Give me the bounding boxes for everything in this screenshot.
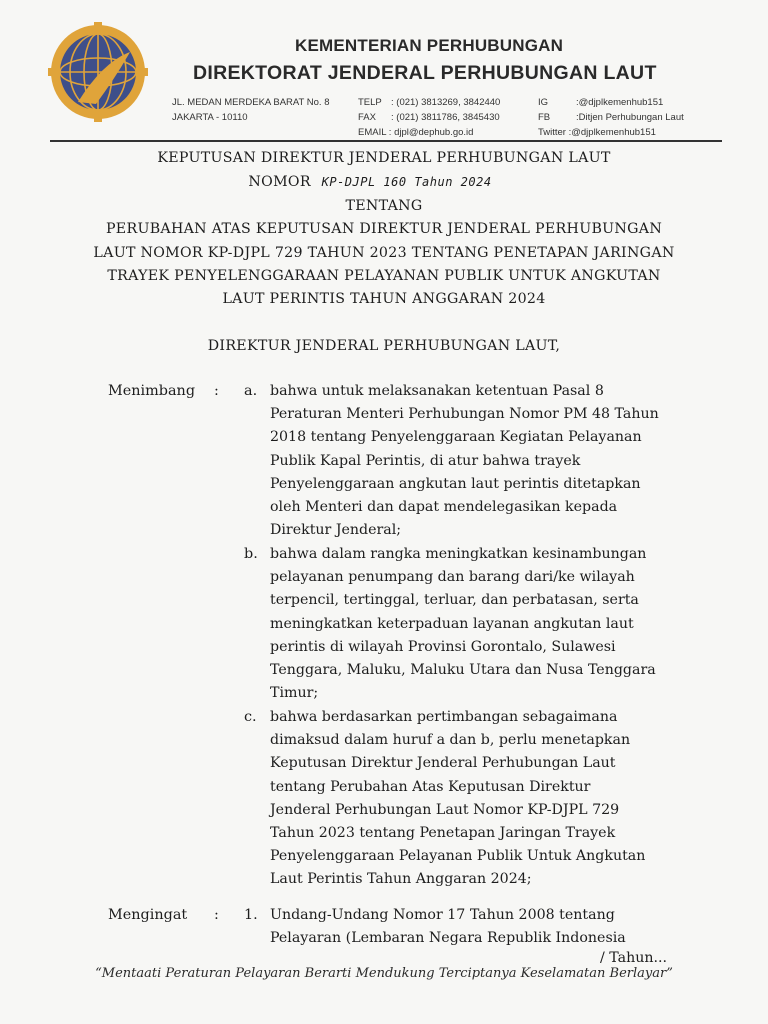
telp-label: TELP [358, 97, 382, 108]
text-line: Direktur Jenderal; [270, 522, 402, 539]
issuer-line: DIREKTUR JENDERAL PERHUBUNGAN LAUT, [207, 338, 561, 354]
nomor-value: KP-DJPL 160 Tahun 2024 [321, 175, 492, 189]
address-line-2: JAKARTA - 10110 [172, 112, 248, 123]
mengingat-label: Mengingat [108, 907, 188, 923]
text-line: Undang-Undang Nomor 17 Tahun 2008 tentang [270, 907, 615, 923]
menimbang-colon: : [214, 383, 219, 399]
text-line: Tahun 2023 tentang Penetapan Jaringan Trayek [270, 825, 616, 842]
text-line: Keputusan Direktur Jenderal Perhubungan Laut [270, 755, 616, 772]
text-line: Timur; [270, 685, 319, 702]
ig-value: :@djplkemenhub151 [576, 97, 664, 108]
text-line: bahwa untuk melaksanakan ketentuan Pasal 8 [270, 383, 604, 399]
text-line: tentang Perubahan Atas Keputusan Direktur [270, 778, 591, 795]
twitter-line: Twitter :@djplkemenhub151 [538, 127, 656, 138]
org-directorate: DIREKTORAT JENDERAL PERHUBUNGAN LAUT [193, 62, 657, 84]
nomor-label: NOMOR [248, 174, 311, 190]
decree-number [0, 174, 754, 190]
text-line: Laut Perintis Tahun Anggaran 2024; [270, 871, 532, 888]
menimbang-c-marker: c. [244, 709, 257, 725]
text-line: Peraturan Menteri Perhubungan Nomor PM 48 Tahun [270, 406, 659, 423]
text-line: Penyelenggaraan angkutan laut perintis ditetapkan [270, 475, 641, 492]
letterhead-divider [50, 140, 722, 142]
text-line: Tenggara, Maluku, Maluku Utara dan Nusa Tenggara [270, 662, 656, 679]
fax-label: FAX [358, 112, 376, 123]
ig-label: IG [538, 97, 549, 108]
mengingat-1-text [270, 904, 664, 950]
subject-line-4: LAUT PERINTIS TAHUN ANGGARAN 2024 [222, 291, 546, 307]
phone-labels [358, 95, 382, 125]
mengingat-colon: : [214, 907, 219, 923]
tentang-label: TENTANG [345, 198, 423, 214]
menimbang-a-text [270, 380, 664, 542]
text-line: pelayanan penumpang dan barang dari/ke wilayah [270, 569, 635, 586]
text-line: dimaksud dalam huruf a dan b, perlu menetapkan [270, 732, 631, 749]
menimbang-b-marker: b. [244, 546, 258, 562]
kemenhub-logo [48, 22, 148, 122]
subject-line-1: PERUBAHAN ATAS KEPUTUSAN DIREKTUR JENDERAL PERHUBUNGAN [105, 221, 663, 237]
mengingat-1-marker: 1. [244, 907, 258, 923]
text-line: Pelayaran (Lembaran Negara Republik Indonesia [270, 930, 626, 947]
text-line: bahwa dalam rangka meningkatkan kesinambungan [270, 546, 647, 562]
subject-line-2: LAUT NOMOR KP-DJPL 729 TAHUN 2023 TENTANG PENETAPAN JARINGAN [93, 245, 675, 261]
fb-value: :Ditjen Perhubungan Laut [576, 112, 684, 123]
decree-title: KEPUTUSAN DIREKTUR JENDERAL PERHUBUNGAN LAUT [157, 150, 611, 166]
org-ministry: KEMENTERIAN PERHUBUNGAN [295, 36, 564, 55]
social-labels [538, 95, 550, 125]
menimbang-label: Menimbang [108, 383, 196, 399]
page-continuation: / Tahun... [600, 950, 668, 966]
text-line: Publik Kapal Perintis, di atur bahwa trayek [270, 452, 581, 469]
text-line: 2018 tentang Penyelenggaraan Kegiatan Pelayanan [270, 429, 642, 446]
fb-label: FB [538, 112, 551, 123]
telp-value: : (021) 3813269, 3842440 [391, 97, 501, 108]
subject-line-3: TRAYEK PENYELENGGARAAN PELAYANAN PUBLIK UNTUK ANGKUTAN [107, 268, 661, 284]
address-block [172, 95, 330, 125]
text-line: oleh Menteri dan dapat mendelegasikan kepada [270, 499, 618, 516]
phone-values [391, 95, 500, 125]
social-values [576, 95, 684, 125]
text-line: meningkatkan keterpaduan layanan angkutan laut [270, 615, 634, 632]
menimbang-a-marker: a. [244, 383, 258, 399]
fax-value: : (021) 3811786, 3845430 [391, 112, 500, 123]
menimbang-c-text [270, 706, 664, 892]
text-line: terpencil, tertinggal, terluar, dan perbatasan, serta [270, 592, 639, 609]
email-line: EMAIL : djpl@dephub.go.id [358, 127, 474, 138]
text-line: Jenderal Perhubungan Laut Nomor KP-DJPL 729 [270, 801, 620, 818]
text-line: Penyelenggaraan Pelayanan Publik Untuk Angkutan [270, 848, 646, 865]
text-line: bahwa berdasarkan pertimbangan sebagaimana [270, 709, 618, 725]
text-line: perintis di wilayah Provinsi Gorontalo, Sulawesi [270, 638, 616, 655]
address-line-1: JL. MEDAN MERDEKA BARAT No. 8 [172, 97, 330, 108]
menimbang-b-text [270, 543, 664, 705]
footer-motto: “Mentaati Peraturan Pelayaran Berarti Mendukung Terciptanya Keselamatan Berlayar” [95, 966, 673, 981]
